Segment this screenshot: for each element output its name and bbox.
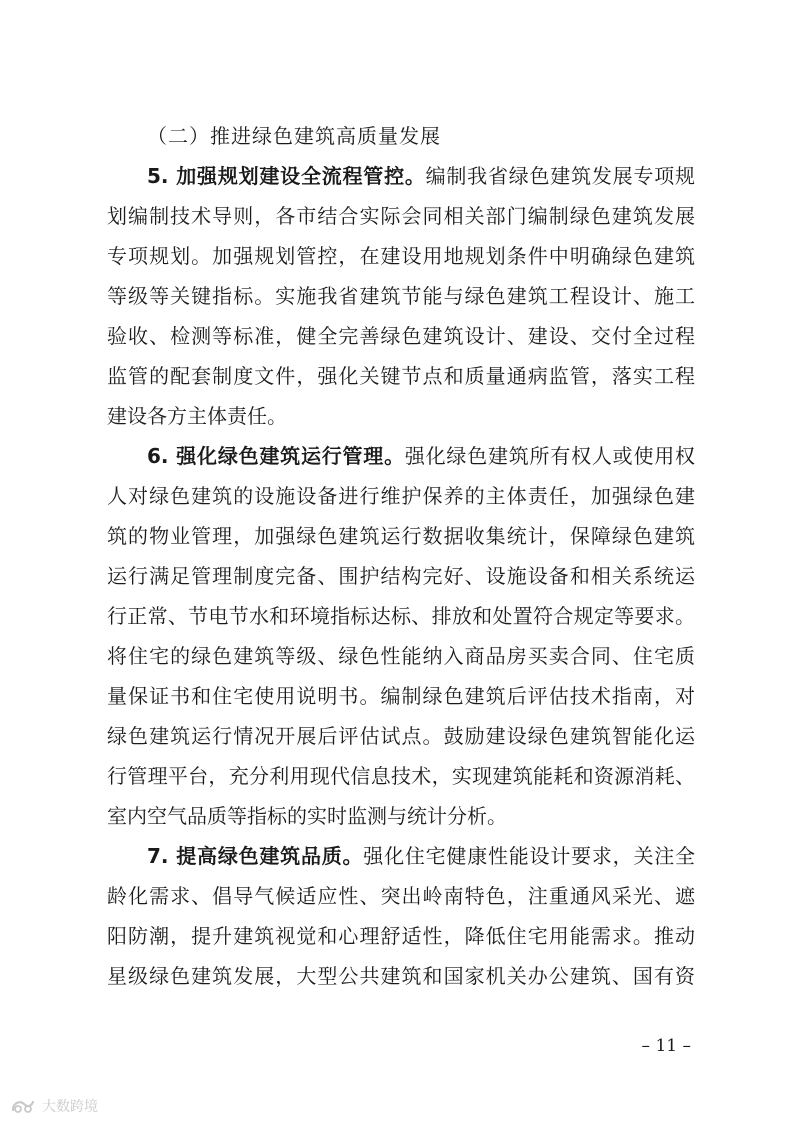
paragraph-6-line: 筑的物业管理，加强绿色建筑运行数据收集统计，保障绿色建筑	[107, 524, 695, 548]
paragraph-5-line-last: 建设各方主体责任。	[107, 404, 287, 428]
paragraph-6-line: 运行满足管理制度完备、围护结构完好、设施设备和相关系统运	[107, 564, 695, 588]
paragraph-7-line: 龄化需求、倡导气候适应性、突出岭南特色，注重通风采光、遮	[107, 884, 695, 908]
paragraph-5-lead: 5. 加强规划建设全流程管控。	[147, 164, 426, 188]
section-heading: （二）推进绿色建筑高质量发展	[147, 124, 441, 148]
paragraph-5-line-1	[147, 156, 695, 196]
watermark	[10, 1094, 98, 1118]
paragraph-7-line-1	[147, 836, 695, 876]
watermark-logo-icon	[10, 1097, 36, 1115]
paragraph-6-line: 人对绿色建筑的设施设备进行维护保养的主体责任，加强绿色建	[107, 484, 695, 508]
paragraph-6-lead: 6. 强化绿色建筑运行管理。	[147, 444, 405, 468]
paragraph-5-text: 编制我省绿色建筑发展专项规	[425, 164, 695, 188]
paragraph-7-text: 强化住宅健康性能设计要求，关注全	[363, 844, 695, 868]
paragraph-7-lead: 7. 提高绿色建筑品质。	[147, 844, 364, 868]
paragraph-5-line: 专项规划。加强规划管控，在建设用地规划条件中明确绿色建筑	[107, 244, 695, 268]
paragraph-7-line: 星级绿色建筑发展，大型公共建筑和国家机关办公建筑、国有资	[107, 964, 695, 988]
paragraph-5-line: 划编制技术导则，各市结合实际会同相关部门编制绿色建筑发展	[107, 204, 695, 228]
paragraph-5-line: 等级等关键指标。实施我省建筑节能与绿色建筑工程设计、施工	[107, 284, 695, 308]
paragraph-6-line: 将住宅的绿色建筑等级、绿色性能纳入商品房买卖合同、住宅质	[107, 644, 695, 668]
paragraph-6-line: 绿色建筑运行情况开展后评估试点。鼓励建设绿色建筑智能化运	[107, 724, 695, 748]
watermark-text: 大数跨境	[42, 1099, 98, 1115]
paragraph-5-line: 验收、检测等标准，健全完善绿色建筑设计、建设、交付全过程	[107, 324, 695, 348]
paragraph-5-line: 监管的配套制度文件，强化关键节点和质量通病监管，落实工程	[107, 364, 695, 388]
page-number: – 11 –	[641, 1036, 691, 1056]
paragraph-6-text: 强化绿色建筑所有权人或使用权	[404, 444, 695, 468]
paragraph-6-line-last: 室内空气品质等指标的实时监测与统计分析。	[107, 804, 507, 828]
paragraph-7-line: 阳防潮，提升建筑视觉和心理舒适性，降低住宅用能需求。推动	[107, 924, 695, 948]
paragraph-6-line-1	[147, 436, 695, 476]
paragraph-6-line: 行正常、节电节水和环境指标达标、排放和处置符合规定等要求。	[107, 604, 695, 628]
paragraph-6-line: 行管理平台，充分利用现代信息技术，实现建筑能耗和资源消耗、	[107, 764, 695, 788]
paragraph-6-line: 量保证书和住宅使用说明书。编制绿色建筑后评估技术指南，对	[107, 684, 695, 708]
